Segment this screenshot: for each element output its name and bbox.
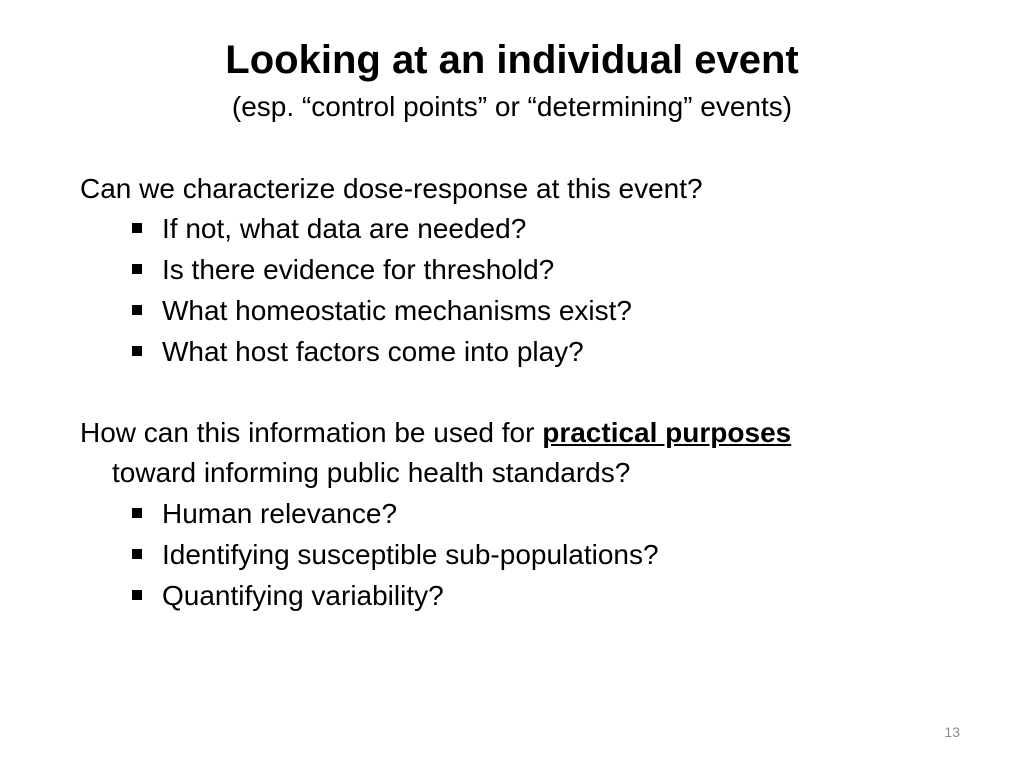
- bullet-text: What homeostatic mechanisms exist?: [162, 295, 632, 326]
- page-number: 13: [944, 724, 960, 740]
- section2-question-emphasis: practical purposes: [542, 417, 792, 448]
- list-item: [130, 335, 632, 376]
- bullet-text: Is there evidence for threshold?: [162, 254, 555, 285]
- bullet-text: Quantifying variability?: [162, 580, 444, 611]
- list-item: [130, 253, 632, 294]
- square-bullet-icon: [132, 549, 142, 559]
- section2-bullet-list: [130, 497, 659, 620]
- section2-question-continuation: toward informing public health standards?: [112, 457, 631, 488]
- list-item: [130, 497, 659, 538]
- square-bullet-icon: [132, 305, 142, 315]
- square-bullet-icon: [132, 264, 142, 274]
- list-item: [130, 294, 632, 335]
- section1-bullet-list: [130, 212, 632, 376]
- square-bullet-icon: [132, 590, 142, 600]
- bullet-text: If not, what data are needed?: [162, 213, 527, 244]
- section2-question: [80, 416, 980, 450]
- square-bullet-icon: [132, 223, 142, 233]
- list-item: [130, 212, 632, 253]
- section2-question-prefix: How can this information be used for: [80, 417, 543, 448]
- square-bullet-icon: [132, 508, 142, 518]
- slide-subtitle: (esp. “control points” or “determining” events): [231, 91, 793, 122]
- bullet-text: Human relevance?: [162, 498, 398, 529]
- list-item: [130, 538, 659, 579]
- list-item: [130, 579, 659, 620]
- slide-title: Looking at an individual event: [225, 38, 799, 82]
- square-bullet-icon: [132, 346, 142, 356]
- bullet-text: Identifying susceptible sub-populations?: [162, 539, 659, 570]
- section1-question: Can we characterize dose-response at this event?: [80, 173, 703, 204]
- bullet-text: What host factors come into play?: [162, 336, 584, 367]
